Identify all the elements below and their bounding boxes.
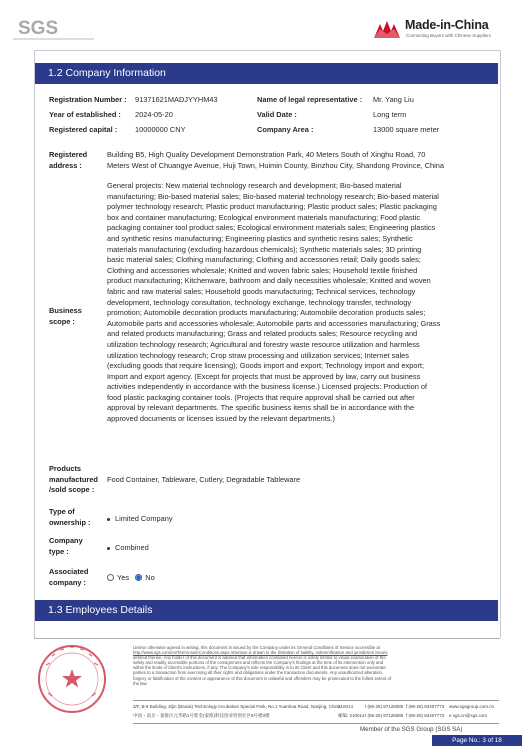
scope-label (49, 306, 82, 327)
scope-line: and related products manufacturing; Grass and related products sales; Resource recycling and (107, 329, 418, 339)
disclaimer-line: defined therein. Any holder of this document is advised that information contained hereon is solely limited to visual examination of the (133, 655, 386, 661)
registration-number-label: Registration Number : (49, 95, 127, 104)
zip-cn: 邮编: 210014 (338, 713, 365, 718)
products-label-line-1: Products (49, 464, 82, 473)
sgs-logo-text: SGS (18, 18, 59, 39)
address-cn: 中国・南京・秦淮区元华路1号紫金(秦淮)科技创业特别社区8号楼3楼 (133, 713, 270, 718)
disclaimer-line: parties to a transaction from exercising all their rights and obligations under the transaction documents. Any unauthorized alteration, (133, 670, 384, 676)
ownership-label-line-1: Type of (49, 507, 75, 516)
scope-line: approval by relevant departments. The specific business items shall be in accordance with the (107, 403, 415, 413)
address-label-line-2: address : (49, 160, 82, 170)
valid-label: Valid Date : (257, 110, 297, 119)
footer-divider (34, 638, 499, 639)
legal-rep-value: Mr. Yang Liu (373, 95, 414, 104)
legal-disclaimer (133, 645, 499, 686)
scope-line: Clothing and accessories wholesale; Knitted and woven fabric sales; Household textile finished (107, 265, 418, 275)
associated-label (49, 567, 88, 588)
scope-line: materials manufacturing (excluding hazardous chemicals); Synthetic materials sales; 3D printing (107, 244, 422, 254)
scope-line: fabric and raw material sales; Household goods manufacturing; Technical services, technology (107, 286, 416, 296)
associated-label-line-2: company : (49, 577, 86, 587)
year-label: Year of established : (49, 110, 121, 119)
capital-value: 10000000 CNY (135, 125, 186, 134)
year-value: 2024-05-20 (135, 110, 173, 119)
website-link[interactable]: www.sgsgroup.com.cn (449, 704, 495, 709)
company-type-label-line-2: type : (49, 546, 69, 556)
email-link[interactable]: e sgs.cn@sgs.com (449, 713, 488, 718)
fax-cn: f (86-25) 83407773 (406, 713, 445, 718)
company-type-label-line-1: Company (49, 536, 83, 545)
member-note: Member of the SGS Group (SGS SA) (360, 726, 463, 733)
made-in-china-logo (372, 16, 522, 44)
scope-line: promotion; Automobile decoration products manufacturing; Automobile decoration products sales; (107, 308, 426, 318)
associated-options (107, 573, 155, 584)
mic-tagline: Connecting Buyers with Chinese Suppliers (406, 33, 492, 38)
bullet-icon (107, 518, 110, 521)
mic-logo-icon (372, 18, 402, 40)
scope-line: development, technology consultation, technology exchange, technology transfer, technology (107, 297, 412, 307)
disclaimer-line: safely and readily accessible portions of the consignment and reflects the Company's findings at the time of its intervention only and (133, 660, 384, 666)
scope-line: packaging container tool product sales; Ecological environment materials sales; Engineering plastics (107, 223, 436, 233)
bullet-icon (107, 547, 110, 550)
products-value: Food Container, Tableware, Cutlery, Degradable Tableware (107, 475, 301, 484)
area-label: Company Area : (257, 125, 314, 134)
area-value: 13000 square meter (373, 125, 440, 134)
registration-number (49, 95, 127, 105)
scope-line: product manufacturing; Kitchenware, bathroom and daily necessities wholesale; Knitted and woven (107, 276, 431, 286)
associated-label-line-1: Associated (49, 567, 89, 576)
company-type-text: Combined (115, 543, 149, 552)
scope-line: food plastic packaging container tools. (Projects that require approval shall be carried out after (107, 392, 415, 402)
ownership-label (49, 507, 90, 528)
address-line-1: Building B5, High Quality Development Demonstration Park, 40 Meters South of Xinghu Road, 70 (107, 150, 426, 159)
scope-line: utilization technology research; Crop straw processing and utilization services; Internet sales (107, 350, 409, 360)
company-type-label (49, 536, 83, 557)
company-type-value (107, 543, 149, 554)
capital-label: Registered capital : (49, 125, 118, 134)
footer-address-block (133, 700, 499, 724)
section-title-company-info: 1.2 Company Information (35, 63, 498, 84)
zip-en: 210014 (338, 704, 354, 709)
products-label-line-3: /sold scope : (49, 485, 95, 495)
scope-line: box and container manufacturing; Ecological environment materials manufacturing; Food plastic (107, 212, 421, 222)
associated-no-label: No (145, 573, 155, 582)
scope-line: (excluding goods that require licensing); Goods import and export; Technology import and export; (107, 361, 425, 371)
disclaimer-line: http://www.sgs.com/en/Terms-and-Conditions.aspx Attention is drawn to the limitation of liability, indemnification and jurisdiction issues (133, 650, 388, 656)
disclaimer-line: within the limits of Client's instructions, if any. The Company's sole responsibility is to its Client and this document does not exonerate (133, 665, 386, 671)
scope-line: and synthetic resins manufacturing; Engineering plastics and synthetic resins sales; Synthetic (107, 233, 413, 243)
scope-line: basic material sales; Clothing manufacturing; Clothing and accessories retail; Daily goods sales; (107, 255, 421, 265)
scope-line: utilization technology research; Agricultural and forestry waste resource utilization and harmless (107, 339, 420, 349)
scope-line: Import and export agency. (Except for projects that must be approved by law, carry out business (107, 371, 421, 381)
valid-value: Long term (373, 110, 407, 119)
scope-line: polymer technology research; Plastic product manufacturing; Plastic product sales; Plastic packaging (107, 202, 437, 212)
disclaimer-line: the law. (133, 680, 148, 686)
ownership-label-line-2: ownership : (49, 517, 91, 527)
scope-line: activities independently in accordance with the business license.) Licensed projects: Production of (107, 382, 428, 392)
legal-rep-label: Name of legal representative : (257, 95, 363, 104)
products-label-line-2: manufactured (49, 474, 98, 484)
ownership-value (107, 514, 173, 525)
tel-cn: t (86-25) 87128385 (365, 713, 404, 718)
address-value (107, 150, 444, 171)
address-label (49, 150, 87, 171)
scope-label-line-2: scope : (49, 316, 75, 326)
associated-yes-label: Yes (117, 573, 130, 582)
ownership-text: Limited Company (115, 514, 173, 523)
address-label-line-1: Registered (49, 150, 88, 159)
scope-line: General projects: New material technology research and development; Bio-based material (107, 181, 402, 190)
company-seal-stamp (36, 643, 108, 715)
address-en: 3/F, B-8 Building, Zijin (Baixia) Technology Incubation Special Park, No.1 Yuanhua Road, Nanjing, China (133, 704, 341, 709)
disclaimer-line: Unless otherwise agreed in writing, this document is issued by the Company under its General Conditions of Service accessible at (133, 645, 380, 650)
scope-line: manufacturing; Bio-based material sales; Bio-based material technology research; Bio-based material (107, 191, 439, 201)
associated-yes-radio[interactable] (107, 574, 114, 581)
fax-en: f (86-25) 83407773 (406, 704, 445, 709)
tel-en: t (86-25) 87128385 (365, 704, 404, 709)
registration-number-value: 91371621MADJYYHM43 (135, 95, 218, 104)
disclaimer-line: forgery or falsification of the content or appearance of this document is unlawful and offenders may be prosecuted to the fullest extent of (133, 675, 392, 681)
scope-label-line-1: Business (49, 306, 82, 315)
mic-title: Made-in-China (405, 18, 489, 32)
associated-no-radio[interactable] (135, 574, 142, 581)
sgs-logo (10, 14, 96, 40)
scope-value (107, 181, 440, 425)
scope-line: Automobile parts and accessories wholesale; Automobile parts and accessories manufacturing; Grass (107, 318, 441, 328)
products-label (49, 464, 98, 496)
address-line-2: Meters West of Chuangye Avenue, Huji Town, Huimin County, Binzhou City, Shandong Province, China (107, 160, 444, 170)
scope-line: approved documents or licenses issued by the relevant departments.) (107, 414, 336, 424)
page-number: Page No.: 3 of 18 (432, 735, 522, 746)
section-title-employees: 1.3 Employees Details (35, 600, 498, 621)
